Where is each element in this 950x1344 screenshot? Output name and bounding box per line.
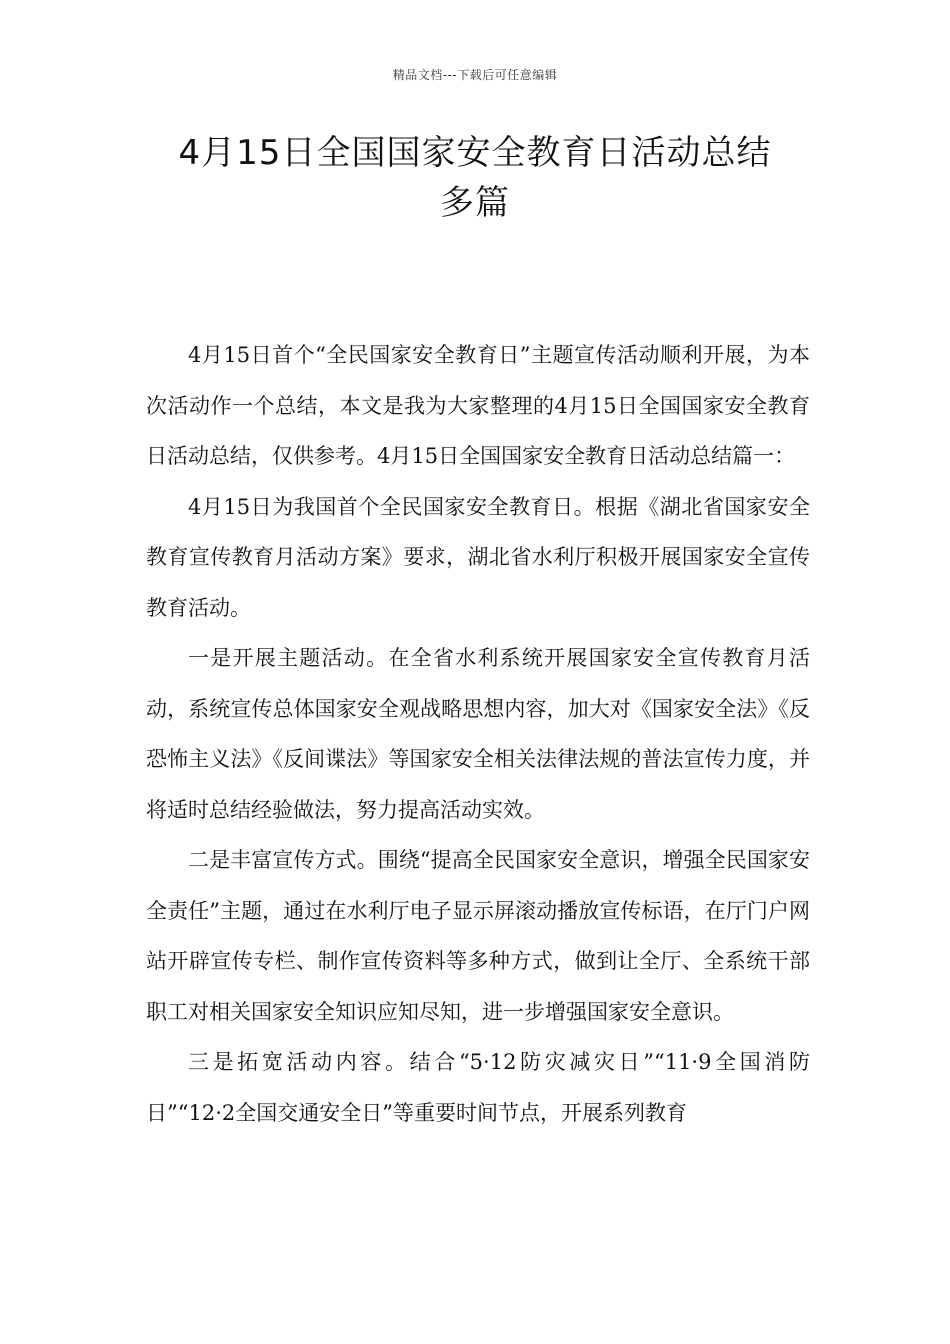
document-body bbox=[146, 330, 810, 1138]
title-line-1: 4月15日全国国家安全教育日活动总结 bbox=[178, 133, 772, 173]
paragraph-background: 4月15日为我国首个全民国家安全教育日。根据《湖北省国家安全教育宣传教育月活动方案》要求，湖北省水利厅积极开展国家安全宣传教育活动。 bbox=[146, 494, 810, 620]
title-line-2: 多篇 bbox=[440, 183, 510, 223]
paragraph-point-three: 三是拓宽活动内容。结合“5·12防灾减灾日”“11·9全国消防日”“12·2全国交通安全日”等重要时间节点，开展系列教育 bbox=[146, 1050, 810, 1125]
document-title bbox=[120, 128, 830, 228]
header-note: 精品文档---下载后可任意编辑 bbox=[392, 68, 558, 82]
paragraph-point-two: 二是丰富宣传方式。围绕“提高全民国家安全意识，增强全民国家安全责任”主题，通过在水利厅电子显示屏滚动播放宣传标语，在厅门户网站开辟宣传专栏、制作宣传资料等多种方式，做到让全厅、全系统干部职工对相关国家安全知识应知尽知，进一步增强国家安全意识。 bbox=[146, 848, 810, 1024]
paragraph-point-one: 一是开展主题活动。在全省水利系统开展国家安全宣传教育月活动，系统宣传总体国家安全观战略思想内容，加大对《国家安全法》《反恐怖主义法》《反间谍法》等国家安全相关法律法规的普法宣传力度，并将适时总结经验做法，努力提高活动实效。 bbox=[146, 646, 810, 822]
paragraph-intro: 4月15日首个“全民国家安全教育日”主题宣传活动顺利开展，为本次活动作一个总结，本文是我为大家整理的4月15日全国国家安全教育日活动总结，仅供参考。4月15日全国国家安全教育日活动总结篇一： bbox=[146, 343, 810, 468]
